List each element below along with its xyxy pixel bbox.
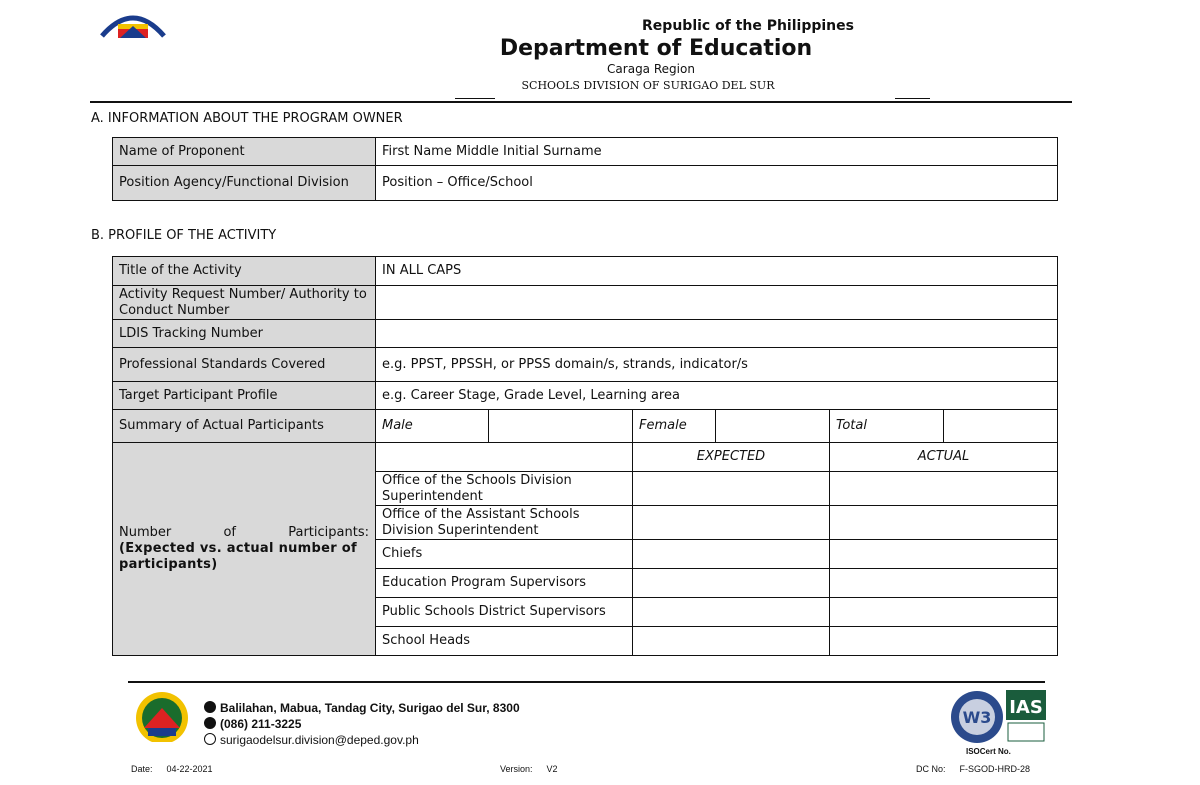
home-icon xyxy=(204,701,216,713)
proponent-name-field[interactable]: First Name Middle Initial Surname xyxy=(376,138,1058,166)
dc-label: DC No: xyxy=(916,764,946,774)
header-divider xyxy=(895,98,930,99)
expected-count-field[interactable] xyxy=(633,569,830,598)
table-row xyxy=(113,138,1058,166)
expected-count-field[interactable] xyxy=(633,598,830,627)
participants-header-blank xyxy=(376,443,633,472)
doc-date xyxy=(131,764,213,774)
position-label: Position Agency/Functional Division xyxy=(113,166,376,201)
actual-count-field[interactable] xyxy=(830,569,1058,598)
expected-count-field[interactable] xyxy=(633,506,830,540)
target-profile-label: Target Participant Profile xyxy=(113,382,376,410)
date-label: Date: xyxy=(131,764,153,774)
participant-category: School Heads xyxy=(376,627,633,656)
phone-icon xyxy=(204,717,216,729)
female-label: Female xyxy=(633,410,716,443)
actual-count-field[interactable] xyxy=(830,472,1058,506)
summary-label: Summary of Actual Participants xyxy=(113,410,376,443)
program-owner-table xyxy=(112,137,1058,201)
participant-category: Office of the Assistant Schools Division Superintendent xyxy=(376,506,633,540)
actual-count-field[interactable] xyxy=(830,598,1058,627)
participants-label-word: Participants: xyxy=(288,525,369,540)
section-a-title: A. INFORMATION ABOUT THE PROGRAM OWNER xyxy=(91,111,403,126)
svg-text:W3: W3 xyxy=(962,708,992,727)
request-number-field[interactable] xyxy=(376,286,1058,320)
phone-text: (086) 211-3225 xyxy=(220,717,302,731)
request-number-label: Activity Request Number/ Authority to Conduct Number xyxy=(113,286,376,320)
ias-text: IAS xyxy=(1009,697,1043,718)
footer-email xyxy=(204,733,419,747)
table-row xyxy=(113,348,1058,382)
table-row xyxy=(113,410,1058,443)
department-heading: Department of Education xyxy=(499,36,813,61)
participant-category: Education Program Supervisors xyxy=(376,569,633,598)
section-b-title: B. PROFILE OF THE ACTIVITY xyxy=(91,228,277,243)
region-heading: Caraga Region xyxy=(607,62,695,76)
proponent-name-label: Name of Proponent xyxy=(113,138,376,166)
table-row xyxy=(113,320,1058,348)
footer-address xyxy=(204,701,520,715)
ldis-field[interactable] xyxy=(376,320,1058,348)
participants-label xyxy=(119,525,369,541)
actual-count-field[interactable] xyxy=(830,506,1058,540)
table-row xyxy=(113,286,1058,320)
participants-label-cell xyxy=(113,443,376,656)
actual-count-field[interactable] xyxy=(830,627,1058,656)
header-divider xyxy=(455,98,495,99)
participants-label-word: Number xyxy=(119,525,172,540)
header-divider xyxy=(90,101,1072,103)
ias-accreditation-logo xyxy=(1006,690,1046,744)
division-seal-logo xyxy=(128,688,196,742)
footer-divider xyxy=(128,681,1045,683)
total-label: Total xyxy=(830,410,944,443)
participant-category: Office of the Schools Division Superintendent xyxy=(376,472,633,506)
total-count-field[interactable] xyxy=(944,410,1058,443)
participant-category: Public Schools District Supervisors xyxy=(376,598,633,627)
iso-certification-seal xyxy=(950,690,1004,744)
dc-value: F-SGOD-HRD-28 xyxy=(959,764,1031,774)
actual-column-header: ACTUAL xyxy=(830,443,1058,472)
table-row xyxy=(113,382,1058,410)
table-row xyxy=(113,443,1058,472)
version-value: V2 xyxy=(546,764,558,774)
participant-category: Chiefs xyxy=(376,540,633,569)
doc-version xyxy=(500,764,558,774)
doc-dc-number xyxy=(916,764,1030,774)
male-count-field[interactable] xyxy=(489,410,633,443)
standards-label: Professional Standards Covered xyxy=(113,348,376,382)
target-profile-field[interactable]: e.g. Career Stage, Grade Level, Learning area xyxy=(376,382,1058,410)
date-value: 04-22-2021 xyxy=(166,764,213,774)
republic-heading: Republic of the Philippines xyxy=(642,18,854,34)
ldis-label: LDIS Tracking Number xyxy=(113,320,376,348)
iso-cert-label: ISOCert No. xyxy=(966,747,1011,756)
position-field[interactable]: Position – Office/School xyxy=(376,166,1058,201)
email-icon xyxy=(204,733,216,745)
participants-label-word: of xyxy=(223,525,236,540)
address-text: Balilahan, Mabua, Tandag City, Surigao del Sur, 8300 xyxy=(220,701,520,715)
version-label: Version: xyxy=(500,764,533,774)
expected-count-field[interactable] xyxy=(633,627,830,656)
expected-count-field[interactable] xyxy=(633,472,830,506)
expected-column-header: EXPECTED xyxy=(633,443,830,472)
male-label: Male xyxy=(376,410,489,443)
table-row xyxy=(113,257,1058,286)
division-heading: SCHOOLS DIVISION OF SURIGAO DEL SUR xyxy=(521,79,775,92)
activity-profile-table xyxy=(112,256,1058,656)
actual-count-field[interactable] xyxy=(830,540,1058,569)
footer-phone xyxy=(204,717,301,731)
activity-title-field[interactable]: IN ALL CAPS xyxy=(376,257,1058,286)
email-link[interactable]: surigaodelsur.division@deped.gov.ph xyxy=(220,733,419,747)
table-row xyxy=(113,166,1058,201)
activity-title-label: Title of the Activity xyxy=(113,257,376,286)
standards-field[interactable]: e.g. PPST, PPSSH, or PPSS domain/s, strands, indicator/s xyxy=(376,348,1058,382)
participants-sublabel: (Expected vs. actual number of participants) xyxy=(119,541,357,572)
female-count-field[interactable] xyxy=(716,410,830,443)
expected-count-field[interactable] xyxy=(633,540,830,569)
